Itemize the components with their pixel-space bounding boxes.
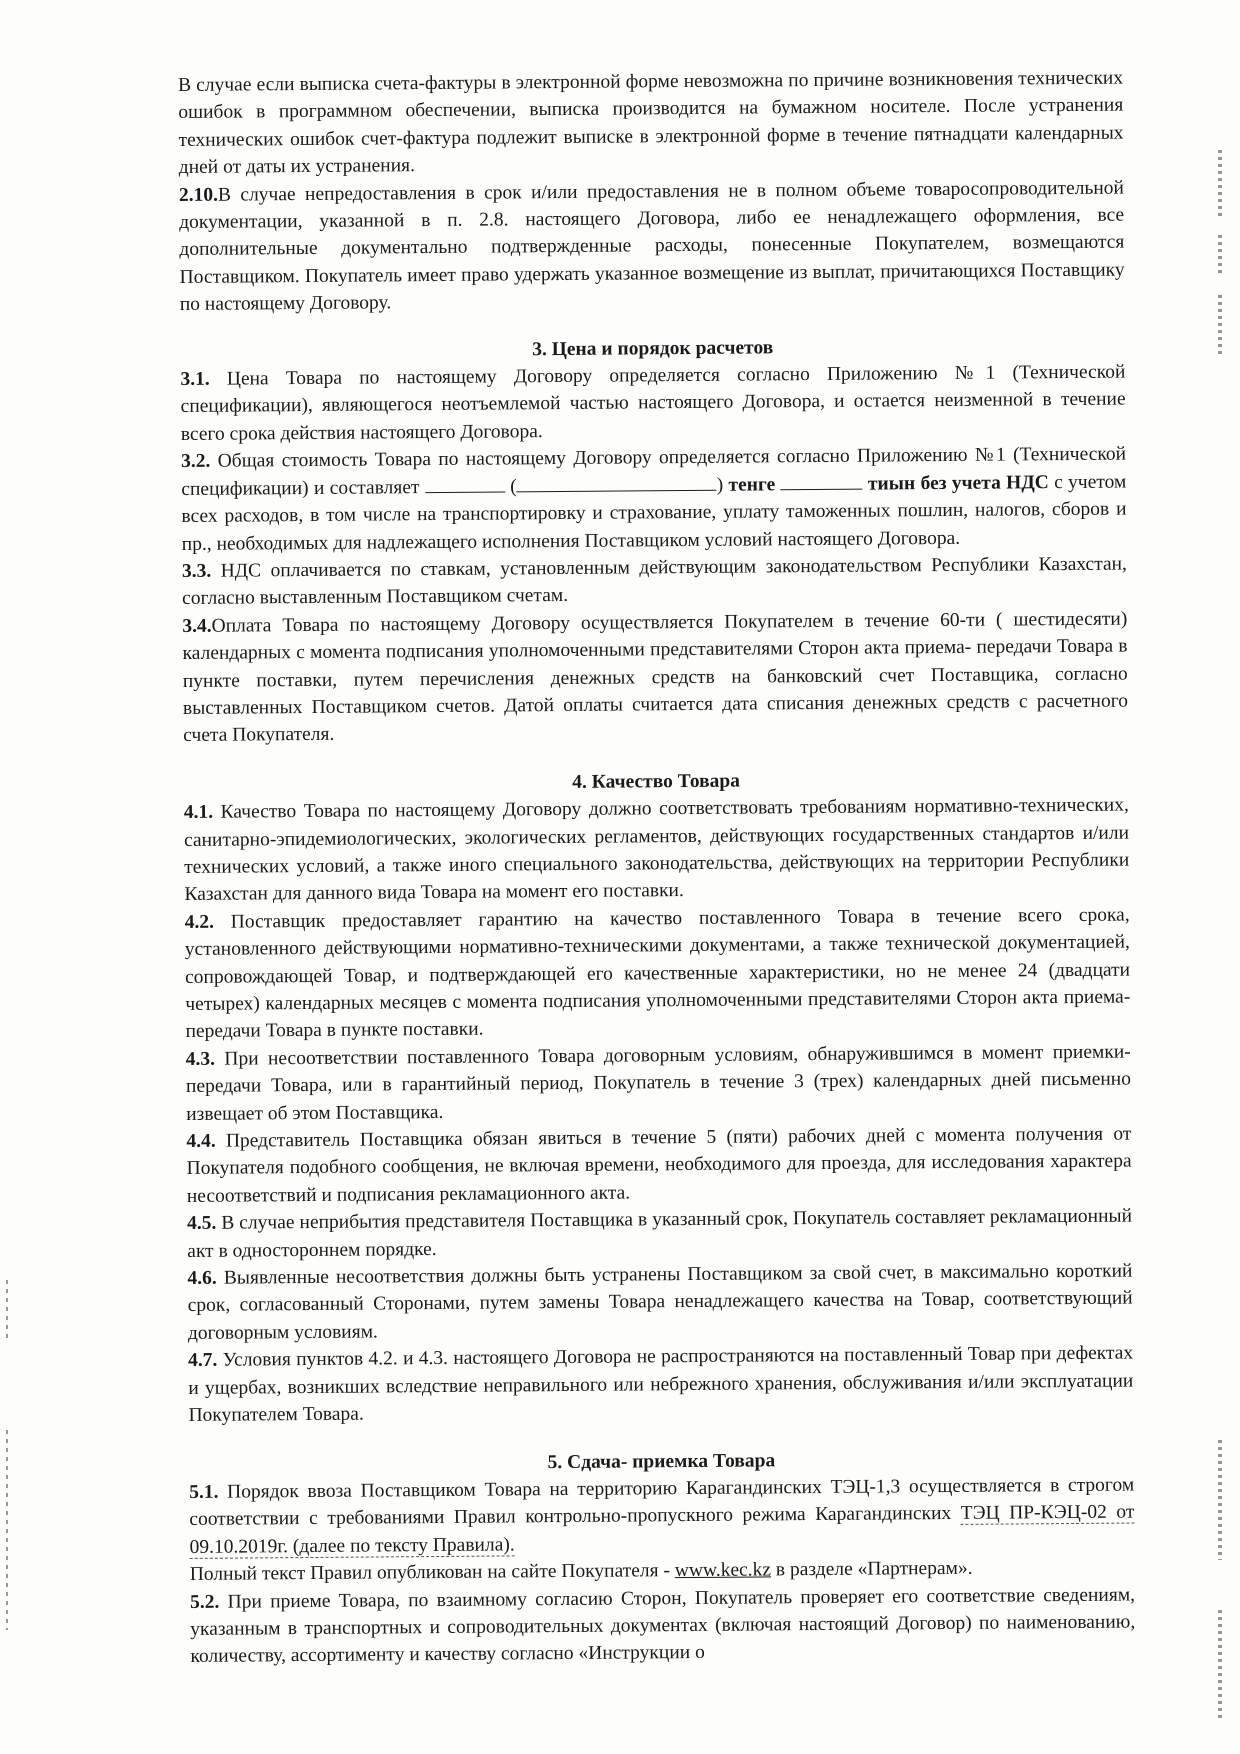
- clause-4-1: [184, 792, 1130, 909]
- clause-number: 5.2.: [189, 1591, 220, 1613]
- clause-number: 4.2.: [184, 911, 215, 933]
- clause-text: В случае неприбытия представителя Поставщика в указанный срок, Покупатель составляет рекламационный акт в одностороннем порядке.: [187, 1205, 1133, 1262]
- clause-number: 3.4.: [182, 615, 212, 637]
- clause-number: 2.10.: [178, 184, 219, 206]
- clause-number: 4.7.: [188, 1350, 218, 1372]
- clause-text: в разделе «Партнерам».: [775, 1557, 973, 1581]
- clause-3-2: [181, 441, 1127, 558]
- clause-4-4: [186, 1121, 1132, 1211]
- clause-number: 3.1.: [180, 368, 210, 391]
- clause-text: Цена Товара по настоящему Договору определяется согласно Приложению №1 (Технической спецификации), являющегося неотъемлемой частью настоящего Договора, и остается неизменной в течение всего срока действия настоящего Договора.: [180, 361, 1126, 445]
- paren-open: (: [510, 476, 517, 498]
- clause-number: 4.5.: [186, 1212, 217, 1235]
- clause-text: Поставщик предоставляет гарантию на качество поставленного Товара в течение всего срока, установленного действующими нормативно-техническими документами, а также технической документацией, сопровождающей Товар, и подтверждающей его качественные характеристики, но не менее 24 (двадцати четырех) календарных месяцев с момента подписания уполномоченными представителями Сторон акта приема-передачи Товара в пункте поставки.: [184, 904, 1131, 1043]
- scan-edge-mark: [1218, 1440, 1222, 1560]
- clause-text: Качество Товара по настоящему Договору должно соответствовать требованиям нормативно-технических, санитарно-эпидемиологических, экологических регламентов, действующих государственных стандартов и/или технических условий, а также иного специального законодательства, действующих на территории Республики Казахстан для данного вида Товара на момент его поставки.: [183, 794, 1130, 906]
- paren-close: ): [716, 474, 724, 496]
- clause-text: Оплата Товара по настоящему Договору осуществляется Покупателем в течение 60-ти ( шестидесяти) календарных с момента подписания уполномоченными представителями Сторон акта приема- передачи Товара в пункте поставки, путем перечисления денежных средств на банковский счет Поставщика, согласно выставленных Поставщиком счетов. Датой оплаты считается дата списания денежных средств с расчетного счета Покупателя.: [182, 608, 1129, 747]
- clause-4-7: [188, 1340, 1134, 1430]
- clause-text: При несоответствии поставленного Товара договорным условиям, обнаружившимся в момент приемки-передачи Товара, или в гарантийный период, Покупатель в течение 3 (трех) календарных дней письменно извещает об этом Поставщика.: [185, 1041, 1132, 1125]
- tiyn-blank: [780, 470, 862, 490]
- scan-edge-mark: [6, 1280, 8, 1340]
- clause-text: В случае непредоставления в срок и/или предоставления не в полном объеме товаросопроводительной документации, указанной в п. 2.8. настоящего Договора, либо ее ненадлежащего оформления, все дополнительные документально подтвержденные расходы, понесенные Покупателем, возмещаются Поставщиком. Покупатель имеет право удержать указанное возмещение из выплат, причитающихся Поставщику по настоящему Договору.: [179, 177, 1125, 316]
- clause-number: 4.3.: [185, 1048, 216, 1070]
- clause-number: 3.2.: [180, 451, 211, 473]
- clause-text: Порядок ввоза Поставщиком Товара на территорию Карагандинских ТЭЦ-1,3 осуществляется в строгом соответствии с требованиями Правил контрольно-пропускного режима Карагандинских: [189, 1474, 1135, 1531]
- clause-number: 4.4.: [186, 1130, 216, 1152]
- clause-number: 5.1.: [189, 1481, 219, 1503]
- clause-number: 4.6.: [187, 1267, 217, 1290]
- clause-text: При приеме Товара, по взаимному согласию Сторон, Покупатель проверяет его соответствие сведениям, указанным в транспортных и сопроводительных документах (включая настоящий Договор) по наименованию, количеству, ассортименту и качеству согласно «Инструкции о: [190, 1584, 1136, 1668]
- website-link[interactable]: www.kec.kz: [674, 1559, 772, 1582]
- clause-5-1: [189, 1471, 1135, 1561]
- clause-text: НДС оплачивается по ставкам, установленным действующим законодательством Республики Казахстан, согласно выставленным Поставщиком счетам.: [182, 553, 1127, 610]
- clause-4-5: [187, 1203, 1132, 1265]
- clause-5-2: [190, 1581, 1136, 1671]
- clause-2-10: [179, 174, 1125, 318]
- section-5-heading: 5. Сдача- приемка Товара: [547, 1449, 776, 1473]
- clause-text: Общая стоимость Товара по настоящему Договору определяется согласно Приложению №1 (Технической спецификации) и составляет: [181, 443, 1127, 500]
- intro-paragraph: В случае если выписка счета-фактуры в электронной форме невозможна по причине возникновения технических ошибок в программном обеспечении, выписка производится на бумажном носителе. После устранения технических ошибок счет-фактура подлежит выписке в электронной форме в течение пятнадцати календарных дней от даты их устранения.: [178, 67, 1124, 179]
- clause-4-3: [186, 1038, 1132, 1128]
- clause-text: Представитель Поставщика обязан явиться в течение 5 (пяти) рабочих дней с момента получения от Покупателя подобного сообщения, не включая времени, необходимого для проезда, для исследования характера несоответствий и подписания рекламационного акта.: [186, 1123, 1132, 1207]
- amount-blank: [425, 473, 505, 493]
- clause-3-4: [182, 605, 1128, 749]
- section-3-heading: 3. Цена и порядок расчетов: [532, 336, 774, 360]
- clause-text: Выявленные несоответствия должны быть устранены Поставщиком за свой счет, в максимально короткий срок, согласованный Сторонами, путем замены Товара ненадлежащего качества на Товар, соответствующий договорным условиям.: [187, 1260, 1133, 1344]
- clause-text: Полный текст Правил опубликован на сайте Покупателя -: [189, 1560, 671, 1586]
- clause-4-6: [187, 1258, 1133, 1348]
- rules-reference: ТЭЦ ПР-КЭЦ-02 от 09.10.2019г. (далее по тексту Правила).: [189, 1501, 1135, 1558]
- scan-edge-mark: [1218, 295, 1222, 355]
- clause-3-1: [180, 359, 1126, 449]
- document-body: [178, 65, 1136, 1671]
- section-4-heading: 4. Качество Товара: [572, 770, 741, 793]
- scan-edge-mark: [1218, 150, 1222, 220]
- scan-edge-mark: [6, 1430, 8, 1630]
- clause-4-2: [185, 901, 1131, 1045]
- scan-edge-mark: [1218, 235, 1222, 275]
- tenge-label: тенге: [728, 474, 776, 496]
- clause-number: 4.1.: [183, 801, 214, 824]
- vat-label: тиын без учета НДС: [867, 471, 1049, 495]
- clause-text: Условия пунктов 4.2. и 4.3. настоящего Договора не распространяются на поставленный Товар при дефектах и ущербах, возникших вследствие неправильного или небрежного хранения, обслуживания и/или эксплуатации Покупателем Товара.: [188, 1342, 1134, 1427]
- clause-3-3: [182, 550, 1127, 612]
- scan-edge-mark: [1218, 1610, 1222, 1720]
- amount-words-blank: [517, 471, 717, 492]
- clause-text: с учетом всех расходов, в том числе на транспортировку и страхование, уплату таможенных пошлин, налогов, сборов и пр., необходимых для надлежащего исполнения Поставщиком условий настоящего Договора.: [181, 471, 1127, 555]
- clause-number: 3.3.: [181, 560, 212, 582]
